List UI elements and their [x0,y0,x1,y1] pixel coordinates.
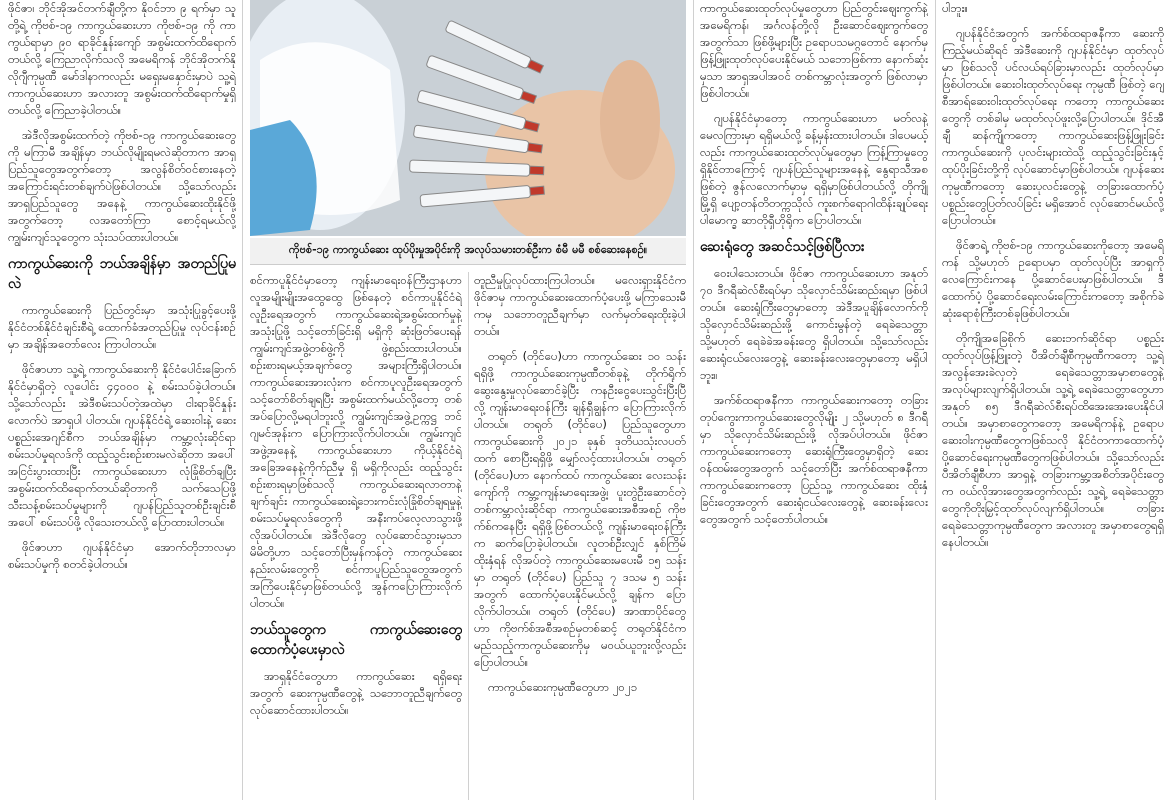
paragraph: အဲဒီလိုအစွမ်းထက်တဲ့ ကိုဗစ်-၁၉ ကာကွယ်ဆေးတွေကို မကြာမီ အချိန်မှာ ဘယ်လိုမျိုးရမလဲဆိုတာက အာရှပြည်သူတွေအတွက်တော့ အလွန်စိတ်ဝင်စားနေတဲ့ အကြောင်းရင်းတစ်ချက်ပဲဖြစ်ပါတယ်။ သို့သော်လည်း အာရှပြည်သူတွေ အနေနဲ့ ကာကွယ်ဆေးထိုးနိုင်ဖို့အတွက်တော့ လအတော်ကြာ စောင့်ရမယ်လို့ ကျွမ်းကျင်သူတွေက သုံးသပ်ထားပါတယ်။ [8,128,236,244]
paragraph: ဖိုင်ဇာဟာ ဂျပန်နိုင်ငံမှာ အောက်တိုဘာလမှာ စမ်းသပ်မှုကို စတင်ခဲ့ပါတယ်။ [8,540,236,571]
section-heading: ကာကွယ်ဆေးကို ဘယ်အချိန်မှာ အတည်ပြုမလဲ [8,256,236,292]
photo-caption: ကိုဗစ်-၁၉ ကာကွယ်ဆေး ထုပ်ပိုးမှုအပိုင်းကို အလုပ်သမားတစ်ဦးက စံမီ မမီ စစ်ဆေးနေစဉ်။ [250,238,686,265]
paragraph: တူညီမှုပြုလုပ်ထားကြပါတယ်။ မလေးရှားနိုင်ငံက ဖိုင်ဇာမှ ကာကွယ်ဆေးထောက်ပံ့ပေးဖို့ မကြာသေးမီကမှ သဘောတူညီချက်မှာ လက်မှတ်ရေးထိုးခဲ့ပါတယ်။ [474,273,686,338]
paragraph: ဂျပန်နိုင်ငံအတွက် အက်စ်ထရာဇနီကာ ဆေးကို ကြည့်မယ်ဆိုရင် အဲဒီဆေးကို ဂျပန်နိုင်ငံမှာ ထုတ်လုပ်မှာ ဖြစ်သလို ပင်လယ်ရပ်ခြားမှာလည်း ထုတ်လုပ်မှာ ဖြစ်ပါတယ်။ ဆေးဝါးထုတ်လုပ်ရေး ကုမ္ပဏီ ဖြစ်တဲ့ ဂျေစီအာရ်ဆေးဝါးထုတ်လုပ်ရေး ကတော့ ကာကွယ်ဆေးတွေကို တစ်ခါမှ မထုတ်လုပ်ဖူးလို့ပြောပါတယ်။ ဒိုင်အီချီ ဆန်ကျိုကတော့ ကာကွယ်ဆေးဖြန့်ဖြူးခြင်း ကာကွယ်ဆေးကို ပုလင်းများထဲသို့ ထည့်သွင်းခြင်းနှင့် ထုပ်ပိုးခြင်းတို့ကို လုပ်ဆောင်မှာဖြစ်ပါတယ်။ ဂျပန်ဆေးကုမ္ပဏီကတော့ ဆေးပုလင်းတွေနဲ့ တခြားထောက်ပံ့ပစ္စည်းတွေပြတ်လပ်ခြင်း မရှိအောင် လုပ်ဆောင်မယ်လို့ ပြောပါတယ်။ [942,26,1164,227]
article-column-2 [250,272,462,800]
paragraph: အက်စ်ထရာဇနီကာ ကာကွယ်ဆေးကတော့ တခြားတုပ်ကွေးကာကွယ်ဆေးတွေလိုမျိုး ၂ သို့မဟုတ် ၈ ဒီဂရီမှာ သိုလှောင်သိမ်းဆည်းဖို့ လိုအပ်ပါတယ်။ ဖိုင်ဇာကာကွယ်ဆေးကတော့ ဆေးရုံကြီးတွေမှာရှိတဲ့ ဆေးဝန်ထမ်းတွေအတွက် သင့်တော်ပြီး အက်စ်ထရာဇနီကာ ကာကွယ်ဆေးကတော့ ပြည်သူ့ ကာကွယ်ဆေး ထိုးနှံခြင်းတွေအတွက် ဆေးရုံငယ်လေးတွေနဲ့ ဆေးခန်းလေးတွေအတွက် သင့်တော်ပါတယ်။ [700,393,928,526]
article-column-5 [942,0,1164,800]
paragraph: စင်ကာပူနိုင်ငံမှာတော့ ကျန်းမာရေးဝန်ကြီးဌာနဟာ လူအမျိုးမျိုးအထွေထွေ ဖြစ်နေတဲ့ စင်ကာပူနိုင်ငံရဲ့ လူဦးရေအတွက် ကာကွယ်ဆေးရဲ့အစွမ်းထက်မှုနဲ့ အသုံးပြုဖို့ သင့်တော်ခြင်းရှိ မရှိကို ဆုံးဖြတ်ပေးရန် ကျွမ်းကျင်အဖွဲ့တစ်ဖွဲ့ကို ဖွဲ့စည်းထားပါတယ်။ စဉ်းစားရမယ့်အချက်တွေ အများကြီးရှိပါတယ်။ ကာကွယ်ဆေးအားလုံးက စင်ကာပူလူဦးရေအတွက် သင့်တော်စိတ်ချရပြီး အစွမ်းထက်မယ်လို့တော့ တစ်အပ်ပြောလို့မရပါဘူးလို့ ကျွမ်းကျင်အဖွဲ့ဥက္ကဋ္ဌ ဘင်ဂျမင်အုန်းက ပြောကြားလိုက်ပါတယ်။ ကျွမ်းကျင်အဖွဲ့အနေနဲ့ ကာကွယ်ဆေးဟာ ကိုယ့်နိုင်ငံရဲ့ အခြေအနေနဲ့ကိုက်ညီမှု ရှိ မရှိကိုလည်း ထည့်သွင်းစဉ်းစားရမှာဖြစ်သလို ကာကွယ်ဆေးရလာတာနဲ့ချက်ချင်း ကာကွယ်ဆေးရဲ့ဘေးကင်းလုံခြုံစိတ်ချရမှုနဲ့ စမ်းသပ်မှုရလဒ်တွေကို အနီးကပ်လေ့လာသွားဖို့ လိုအပ်ပါတယ်။ အဲဒီလိုတွေ လုပ်ဆောင်သွားမှသာ မိမိတို့ဟာ သင့်တော်ပြီးမှန်ကန်တဲ့ ကာကွယ်ဆေးနည်းလမ်းတွေကို စင်ကာပူပြည်သူတွေအတွက် အကြံပေးနိုင်မှာဖြစ်တယ်လို့ အွန်ကပြောကြားလိုက်ပါတယ်။ [250,273,462,610]
column-divider [242,0,243,800]
paragraph: အာရှနိုင်ငံတွေဟာ ကာကွယ်ဆေး ရရှိရေးအတွက် ဆေးကုမ္ပဏီတွေနဲ့ သဘောတူညီချက်တွေ လုပ်ဆောင်ထားပါတယ်။ [250,669,462,717]
paragraph: တရုတ် (တိုင်ပေ)ဟာ ကာကွယ်ဆေး ၁၀ သန်းရရှိဖို့ ကာကွယ်ဆေးကုမ္ပဏီတစ်ခုနဲ့ တိုက်ရိုက်ဆွေးနွေးမှုလုပ်ဆောင်ခဲ့ပြီး ကနဦးငွေပေးသွင်းပြီးပြီလို့ ကျန်းမာရေးဝန်ကြီး ချန်ရှီချွန်က ပြောကြားလိုက်ပါတယ်။ တရုတ် (တိုင်ပေ) ပြည်သူတွေဟာ ကာကွယ်ဆေးကို ၂၀၂၁ ခုနှစ် ဒုတိယသုံးလပတ်ထက် စောပြီးရရှိဖို့ မျှော်လင့်ထားပါတယ်။ တရုတ် (တိုင်ပေ)ဟာ နောက်ထပ် ကာကွယ်ဆေး လေးသန်းကျော်ကို ကမ္ဘာ့ကျန်းမာရေးအဖွဲ့၊ ပူးတွဲဦးဆောင်တဲ့ တစ်ကမ္ဘာလုံးဆိုင်ရာ ကာကွယ်ဆေးအစီအစဉ် ကိုဗက်စ်ကနေပြီး ရရှိဖို့ဖြစ်တယ်လို့ ကျန်းမာရေးဝန်ကြီးက ဆက်ပြောခဲ့ပါတယ်။ လူတစ်ဦးလျှင် နှစ်ကြိမ် ထိုးနှံရန် လိုအပ်တဲ့ ကာကွယ်ဆေးမပေးမီ ၁၅ သန်းမှာ တရုတ် (တိုင်ပေ) ပြည်သူ ၇ ဒသမ ၅ သန်းအတွက် ထောက်ပံ့ပေးနိုင်မယ်လို့ ချန်က ပြောလိုက်ပါတယ်။ တရုတ် (တိုင်ပေ) အာဏာပိုင်တွေဟာ ကိုဗက်စ်အစီအစဉ်မှတစ်ဆင့် တရုတ်နိုင်ငံက မည်သည့်ကာကွယ်ဆေးကိုမှ မဝယ်ယူဘူးလို့လည်း ပြောပါတယ်။ [474,349,686,669]
section-heading: ဘယ်သူတွေက ကာကွယ်ဆေးတွေထောက်ပံ့ပေးမှာလဲ [250,622,462,658]
vaccine-vials-illustration [250,0,686,236]
column-divider [935,0,936,800]
column-divider [468,272,469,800]
article-column-4 [700,0,928,800]
paragraph: ကာကွယ်ဆေးထုတ်လုပ်မှုတွေဟာ ပြည်တွင်းဈေးကွက်နဲ့ အမေရိကန်၊ အင်္ဂလန်တို့လို ဦးဆောင်ဈေးကွက်တွေအတွက်သာ ဖြစ်ဖို့များပြီး ဥရောပသမဂ္ဂတောင် နောက်မှ ဖြန့်ဖြူးထုတ်လုပ်ပေးနိုင်မယ် သဘောဖြစ်ကာ နောက်ဆုံးမှသာ အာရှအပါအဝင် တစ်ကမ္ဘာလုံးအတွက် ဖြစ်လာမှာဖြစ်ပါတယ်။ [700,1,928,100]
paragraph: ပါဘူး။ [942,1,969,15]
paragraph: ကာကွယ်ဆေးကို ပြည်တွင်းမှာ အသုံးပြုခွင့်ပေးဖို့ နိုင်ငံတစ်နိုင်ငံချင်းစီရဲ့ ထောက်ခံအတည်ပြုမှု လုပ်ငန်းစဉ်မှာ အချိန်အတော်လေး ကြာပါတယ်။ [8,303,236,351]
vaccine-vials-photo [250,0,686,236]
paragraph: ဂျပန်နိုင်ငံမှာတော့ ကာကွယ်ဆေးဟာ မတ်လနဲ့ မေလကြားမှာ ရရှိမယ်လို့ ခန့်မှန်းထားပါတယ်။ ဒါပေမယ့်လည်း ကာကွယ်ဆေးထုတ်လုပ်မှုတွေမှာ ကြန့်ကြာမှုတွေ ရှိနိုင်တာကြောင့် ဂျပန်ပြည်သူများအနေနဲ့ နွေရာသီအစဖြစ်တဲ့ ဇွန်လလောက်မှာမှ ရရှိမှာဖြစ်ပါတယ်လို့ တိုကျိုမြို့ရှိ ပျော့တန်တိတက္ကသိုလ် ကူးစက်ရောဂါထိန်းချုပ်ရေးပါမောက္ခ ဆာတိုရှီဟိုရိုက ပြောပါတယ်။ [700,111,928,227]
paragraph: ဖိုင်ဇာ၊ ဘိုင်အိုအင်တက်ချီတို့က နိုဝင်ဘာ ၉ ရက်မှာ သူတို့ရဲ့ ကိုဗစ်-၁၉ ကာကွယ်ဆေးဟာ ကိုဗစ်-၁၉ ကို ကာကွယ်ရာမှာ ၉၀ ရာခိုင်နှုန်းကျော် အစွမ်းထက်ထိရောက်တယ်လို့ ကြေညာလိုက်သလို အမေရိကန် ဘိုင်အိုတက်နိုလိုဂျီကုမ္ပဏီ မော်ဒါနာကလည်း မရှေးမနှောင်းမှာပဲ သူ့ရဲ့ ကာကွယ်ဆေးဟာ အလားတူ အစွမ်းထက်ထိရောက်မှုရှိတယ်လို့ ကြေညာခဲ့ပါတယ်။ [8,1,236,117]
paragraph: ကာကွယ်ဆေးကုမ္ပဏီတွေဟာ ၂၀၂၁ [488,680,637,694]
paragraph: ဝေးပါသေးတယ်။ ဖိုင်ဇာ ကာကွယ်ဆေးဟာ အနုတ် ၇၀ ဒီဂရီဆဲလ်စီးရပ်မှာ သိုလှောင်သိမ်းဆည်းရမှာ ဖြစ်ပါတယ်။ ဆေးရုံကြီးတွေမှာတော့ အဲဒီအပူချိန်လောက်ကို သိုလှောင်သိမ်းဆည်းဖို့ ကောင်းမွန်တဲ့ ရေခဲသေတ္တာ သို့မဟုတ် ရေခဲခဲအခန်းတွေ ရှိပါတယ်။ သို့သော်လည်း ဆေးရုံငယ်လေးတွေနဲ့ ဆေးခန်းလေးတွေမှာတော့ မရှိပါဘူး။ [700,266,928,382]
paragraph: ဖိုင်ဇာရဲ့ ကိုဗစ်-၁၉ ကာကွယ်ဆေးကိုတော့ အမေရိကန် သို့မဟုတ် ဥရောပမှာ ထုတ်လုပ်ပြီး အာရှကို လေကြောင်းကနေ ပို့ဆောင်ပေးမှာဖြစ်ပါတယ်။ ဒီထောက်ပံ့ ပို့ဆောင်ရေးလမ်းကြောင်းကတော့ အစိုက်ခဲဆုံးရောစုံကြီးတစ်ခုဖြစ်ပါတယ်။ [942,238,1164,320]
paragraph: ဖိုင်ဇာဟာ သူ့ရဲ့ ကာကွယ်ဆေးကို နိုင်ငံပေါင်းခြောက်နိုင်ငံမှာရှိတဲ့ လူပေါင်း ၄၄၀၀၀ နဲ့ စမ်းသပ်ခဲ့ပါတယ်။ သို့သော်လည်း အဲဒီစမ်းသပ်တဲ့အထဲမှာ ငါးရာခိုင်နှုန်းလောက်ပဲ အာရှပါ ပါတယ်။ ဂျပန်နိုင်ငံရဲ့ ဆေးဝါးနဲ့ ဆေးပစ္စည်းအေဂျင်စီက ဘယ်အချိန်မှာ ကမ္ဘာ့လုံးဆိုင်ရာ စမ်းသပ်မှုရလဒ်ကို ထည့်သွင်းစဉ်းစားမလဲဆိုတာ အပေါ် အငြင်းပွားထားပြီး ကာကွယ်ဆေးဟာ လုံခြုံစိတ်ချပြီး အစွမ်းထက်ထိရောက်တယ်ဆိုတာကို သက်သေပြဖို့ သီးသန့်စမ်းသပ်မှုများကို ဂျပန်ပြည်သူတစ်ဦးချင်းစီအပေါ် စမ်းသပ်ဖို့ လိုသေးတယ်လို့ ပြောထားပါတယ်။ [8,362,236,529]
paragraph: တိုကျိုအခြေစိုက် ဆေးဘက်ဆိုင်ရာ ပစ္စည်းထုတ်လုပ်ဖြန့်ဖြူးတဲ့ ပီအိတ်ချီစီကုမ္ပဏီကတော့ သူ့ရဲ့ အလွန်အေးခဲလှတဲ့ ရေခဲသေတ္တာအမှာစာတွေနဲ့ အလုပ်များလျက်ရှိပါတယ်။ သူ့ရဲ့ ရေခဲသေတ္တာတွေဟာ အနုတ် ၈၅ ဒီဂရီဆဲလ်စီးရပ်ထိအေးအေးပေးနိုင်ပါတယ်။ အမှာစာတွေကတော့ အမေရိကန်နဲ့ ဥရောပဆေးဝါးကုမ္ပဏီတွေကဖြစ်သလို နိုင်ငံတကာထောက်ပံ့ပို့ဆောင်ရေးကုမ္ပဏီတွေကဖြစ်ပါတယ်။ သို့သော်လည်း ပီအိတ်ချီစီဟာ အာရှနဲ့ တခြားကမ္ဘာ့အစိတ်အပိုင်းတွေက ဝယ်လိုအားတွေအတွက်လည်း သူ့ရဲ့ ရေခဲသေတ္တာတွေကိုတိုးမြှင့်ထုတ်လုပ်လျက်ရှိပါတယ်။ တခြားရေခဲသေတ္တာကုမ္ပဏီတွေက အလားတူ အမှာစာတွေရရှိနေပါတယ်။ [942,331,1164,549]
article-column-3 [474,272,686,800]
section-heading: ဆေးရုံတွေ အဆင်သင့်ဖြစ်ပြီလား [700,239,865,255]
article-column-1 [8,0,236,800]
column-divider [693,0,694,800]
